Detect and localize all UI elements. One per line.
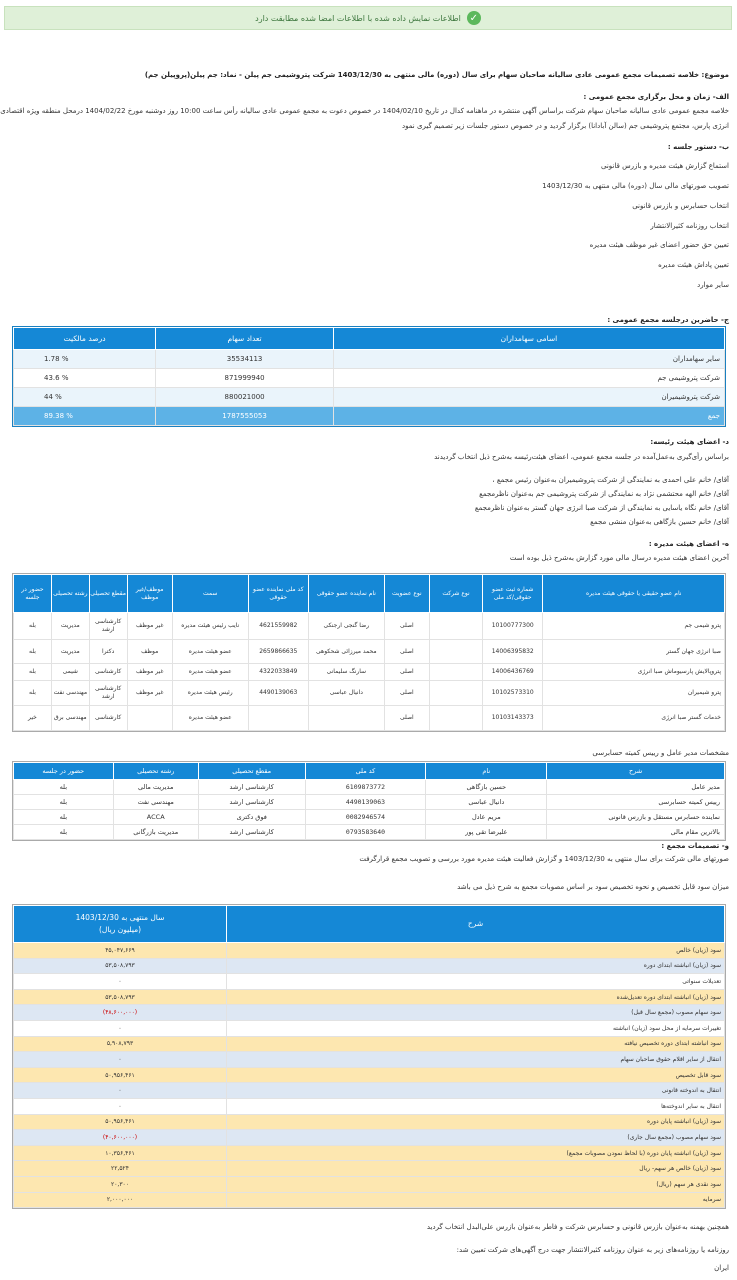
table-row — [14, 350, 725, 369]
education-degree: کارشناسی — [89, 664, 127, 681]
column-header: کد ملی — [305, 763, 426, 780]
presiding-member: آقای/ خانم نگاه یاسایی به نمایندگی از شرکت صبا انرژی جهان گستر به‌عنوان ناظرمجمع — [474, 504, 729, 512]
line-item-label: سود سهام مصوب (مجمع سال قبل) — [227, 1005, 725, 1021]
profit-distribution-table — [12, 904, 726, 1209]
line-item-value: ۰ — [14, 1052, 227, 1068]
table-row — [14, 1114, 725, 1130]
table-row — [14, 810, 725, 825]
representative-name: سارنگ سلیمانی — [309, 664, 385, 681]
report-subject: موضوع: خلاصه تصمیمات مجمع عمومی عادی سالیانه صاحبان سهام برای سال (دوره) مالی منتهی به 1403/12/30 شرکت پتروشیمی جم پیلن - نماد: جم پیلن(پروپیلن جم) — [144, 71, 729, 79]
national-id: 6109873772 — [305, 780, 426, 795]
section-b-title: ب- دستور جلسه : — [667, 143, 729, 151]
agenda-item: تعیین حق حضور اعضای غیر موظف هیئت مدیره — [589, 241, 729, 249]
agenda-item: سایر موارد — [697, 281, 729, 289]
table-row — [14, 989, 725, 1005]
line-item-label: سود سهام مصوب (مجمع سال جاری) — [227, 1130, 725, 1146]
agenda-item: تصویب صورتهای مالی سال (دوره) مالی منتهی به 1403/12/30 — [542, 182, 729, 190]
registration-number: 10102573310 — [482, 681, 543, 706]
column-header: شرح — [227, 906, 725, 943]
registration-number: 10100777300 — [482, 613, 543, 640]
line-item-label: انتقال به اندوخته قانونی — [227, 1083, 725, 1099]
attendance: بله — [14, 681, 52, 706]
company-type — [430, 681, 483, 706]
representative-national-id: 4490139063 — [248, 681, 309, 706]
ownership-percent: % 44 — [14, 388, 156, 407]
table-row — [14, 1067, 725, 1083]
shareholder-name: شرکت پتروشیمیران — [333, 388, 724, 407]
line-item-value: ۵۰,۹۵۶,۴۶۱ — [14, 1114, 227, 1130]
total-shares: 1787555053 — [156, 407, 334, 426]
position: عضو هیئت مدیره — [172, 640, 248, 664]
role: بالاترین مقام مالی — [547, 825, 725, 840]
period-header — [14, 906, 227, 943]
representative-name: رضا گنجی ارجنکی — [309, 613, 385, 640]
line-item-label: سود (زیان) انباشته پایان دوره (با لحاظ نمودن مصوبات مجمع) — [227, 1145, 725, 1161]
column-header: شرح — [547, 763, 725, 780]
attendance: بله — [14, 795, 114, 810]
presiding-member: آقای/ خانم الهه محتشمی نژاد به نمایندگی از شرکت پتروشیمی جم به‌عنوان ناظرمجمع — [479, 490, 729, 498]
line-item-label: سرمایه — [227, 1192, 725, 1208]
check-circle-icon: ✓ — [467, 11, 481, 25]
attendance: بله — [14, 613, 52, 640]
share-count: 871999940 — [156, 369, 334, 388]
attendance: بله — [14, 825, 114, 840]
table-row — [14, 780, 725, 795]
section-f-line2: میزان سود قابل تخصیص و نحوه تخصیص سود بر اساس مصوبات مجمع به شرح ذیل می باشد — [457, 883, 729, 891]
table-row — [14, 1192, 725, 1208]
education-field: شیمی — [51, 664, 89, 681]
registration-number: 10103143373 — [482, 706, 543, 731]
column-header: تعداد سهام — [156, 328, 334, 350]
line-item-label: سود (زیان) انباشته پایان دوره — [227, 1114, 725, 1130]
period-header-line1: سال منتهی به 1403/12/30 — [75, 913, 165, 922]
table-row — [14, 825, 725, 840]
registration-number: 14006436769 — [482, 664, 543, 681]
table-row — [14, 1130, 725, 1146]
column-header: نام نماینده عضو حقوقی — [309, 575, 385, 613]
line-item-label: سود (زیان) انباشته ابتدای دوره تعدیل‌شده — [227, 989, 725, 1005]
line-item-label: انتقال از سایر اقلام حقوق صاحبان سهام — [227, 1052, 725, 1068]
line-item-value: ۰ — [14, 1098, 227, 1114]
table-row — [14, 1083, 725, 1099]
position: نایب رئیس هیئت مدیره — [172, 613, 248, 640]
ownership-percent: % 1.78 — [14, 350, 156, 369]
table-row — [14, 1036, 725, 1052]
membership-type: اصلی — [384, 681, 429, 706]
national-id: 0082946574 — [305, 810, 426, 825]
section-d-title: د- اعضای هیئت رئیسه: — [650, 438, 729, 446]
line-item-label: سود نقدی هر سهم (ریال) — [227, 1176, 725, 1192]
section-e-intro: آخرین اعضای هیئت مدیره درسال مالی مورد گزارش به‌شرح ذیل بوده است — [509, 554, 729, 562]
attendees-table — [12, 326, 726, 427]
attendance: خیر — [14, 706, 52, 731]
table-row — [14, 1098, 725, 1114]
column-header: کد ملی نماینده عضو حقوقی — [248, 575, 309, 613]
role: رییس کمیته حسابرسی — [547, 795, 725, 810]
auditor-selection-text: همچنین بهمنه به‌عنوان بازرس قانونی و حسابرس شرکت و فاطر به‌عنوان بازرس علی‌البدل انتخاب گردید — [426, 1223, 729, 1231]
column-header: حضور در جلسه — [14, 763, 114, 780]
period-header-line2: (میلیون ریال) — [98, 925, 142, 934]
column-header: شماره ثبت عضو حقوقی/کد ملی — [482, 575, 543, 613]
section-a-line2: انرژی پارس، مجتمع پتروشیمی جم (سالن آبادانا) برگزار گردید و در خصوص دستور جلسات زیر تصمیم گیری نمود — [402, 122, 729, 130]
table-row — [14, 943, 725, 959]
member-name: صبا انرژی جهان گستر — [543, 640, 725, 664]
table-row — [14, 1145, 725, 1161]
table-row — [14, 974, 725, 990]
membership-type: اصلی — [384, 664, 429, 681]
column-header: نوع شرکت — [430, 575, 483, 613]
education-degree: کارشناسی ارشد — [198, 825, 305, 840]
attendance: بله — [14, 780, 114, 795]
table-row — [14, 681, 725, 706]
signature-verified-banner — [4, 6, 732, 30]
column-header: مقطع تحصیلی — [89, 575, 127, 613]
education-field: مدیریت مالی — [113, 780, 198, 795]
membership-type: اصلی — [384, 640, 429, 664]
representative-name — [309, 706, 385, 731]
banner-text: اطلاعات نمایش داده شده با اطلاعات امضا شده مطابقت دارد — [255, 13, 461, 23]
agenda-item: انتخاب حسابرس و بازرس قانونی — [632, 202, 729, 210]
line-item-label: سود قابل تخصیص — [227, 1067, 725, 1083]
person-name: حسین بازگاهی — [426, 780, 547, 795]
education-field: مدیریت — [51, 613, 89, 640]
section-e-title: ه- اعضای هیئت مدیره : — [648, 540, 729, 548]
line-item-value: ۰ — [14, 974, 227, 990]
line-item-label: انتقال به سایر اندوخته‌ها — [227, 1098, 725, 1114]
line-item-value: ۵۰,۹۵۶,۴۶۱ — [14, 1067, 227, 1083]
table-row — [14, 640, 725, 664]
line-item-value: (۴۰,۶۰۰,۰۰۰) — [14, 1130, 227, 1146]
line-item-value: (۴۸,۶۰۰,۰۰۰) — [14, 1005, 227, 1021]
position: رئیس هیئت مدیره — [172, 681, 248, 706]
representative-national-id: 4621559982 — [248, 613, 309, 640]
agenda-item: تعیین پاداش هیئت مدیره — [658, 261, 729, 269]
line-item-value: ۲,۰۰۰,۰۰۰ — [14, 1192, 227, 1208]
table-row — [14, 369, 725, 388]
registration-number: 14006395832 — [482, 640, 543, 664]
member-name: پتروپالایش پارسیوماش صبا انرژی — [543, 664, 725, 681]
table-row — [14, 613, 725, 640]
table-row — [14, 1161, 725, 1177]
line-item-value: ۰ — [14, 1083, 227, 1099]
executive-status: غیر موظف — [127, 613, 172, 640]
shareholder-name: شرکت پتروشیمی جم — [333, 369, 724, 388]
membership-type: اصلی — [384, 706, 429, 731]
line-item-label: سود انباشته ابتدای دوره تخصیص نیافته — [227, 1036, 725, 1052]
section-f-title: و- تصمیمات مجمع : — [661, 842, 729, 850]
section-a-title: الف- زمان و محل برگزاری مجمع عمومی : — [583, 93, 729, 101]
representative-national-id: 2659866635 — [248, 640, 309, 664]
education-degree: دکترا — [89, 640, 127, 664]
column-header: اسامی سهامداران — [333, 328, 724, 350]
education-field: ACCA — [113, 810, 198, 825]
section-d-intro: براساس رأی‌گیری به‌عمل‌آمده در جلسه مجمع عمومی، اعضای هیئت‌رئیسه به‌شرح ذیل انتخاب گردیدند — [434, 453, 729, 461]
newspaper-name: ایران — [714, 1264, 729, 1272]
column-header: مقطع تحصیلی — [198, 763, 305, 780]
attendance: بله — [14, 810, 114, 825]
table-row — [14, 1020, 725, 1036]
executive-status: موظف — [127, 640, 172, 664]
line-item-label: تعدیلات سنواتی — [227, 974, 725, 990]
board-members-table — [12, 573, 726, 732]
position: عضو هیئت مدیره — [172, 706, 248, 731]
ownership-percent: % 43.6 — [14, 369, 156, 388]
representative-national-id: 4322033849 — [248, 664, 309, 681]
education-degree: کارشناسی ارشد — [89, 613, 127, 640]
person-name: مریم عادل — [426, 810, 547, 825]
line-item-value: ۵۳,۵۰۸,۷۹۳ — [14, 958, 227, 974]
education-field: مهندسی برق — [51, 706, 89, 731]
column-header: درصد مالکیت — [14, 328, 156, 350]
education-degree: کارشناسی — [89, 706, 127, 731]
company-type — [430, 706, 483, 731]
table-row — [14, 664, 725, 681]
education-field: مدیریت بازرگانی — [113, 825, 198, 840]
line-item-value: ۴۵,۰۴۷,۶۶۹ — [14, 943, 227, 959]
agenda-item: انتخاب روزنامه کثیرالانتشار — [650, 222, 729, 230]
column-header: رشته تحصیلی — [51, 575, 89, 613]
representative-name: دانیال عباسی — [309, 681, 385, 706]
company-type — [430, 613, 483, 640]
education-field: مدیریت — [51, 640, 89, 664]
line-item-value: ۵,۹۰۸,۷۹۳ — [14, 1036, 227, 1052]
member-name: پترو شیمی جم — [543, 613, 725, 640]
person-name: علیرضا تقی پور — [426, 825, 547, 840]
table-row — [14, 1052, 725, 1068]
line-item-value: ۰ — [14, 1020, 227, 1036]
share-count: 880021000 — [156, 388, 334, 407]
education-degree: کارشناسی ارشد — [198, 780, 305, 795]
table-total-row — [14, 407, 725, 426]
share-count: 35534113 — [156, 350, 334, 369]
column-header: نام — [426, 763, 547, 780]
role: نماینده حسابرس مستقل و بازرس قانونی — [547, 810, 725, 825]
line-item-value: ۲۰,۳۰۰ — [14, 1176, 227, 1192]
section-c-title: ج- حاضرین درجلسه مجمع عمومی : — [607, 316, 729, 324]
column-header: موظف/غیر موظف — [127, 575, 172, 613]
column-header: نام عضو حقیقی یا حقوقی هیئت مدیره — [543, 575, 725, 613]
person-name: دانیال عباسی — [426, 795, 547, 810]
presiding-member: آقای/ خانم حسین بازگاهی به‌عنوان منشی مجمع — [590, 518, 729, 526]
newspaper-selection-text: روزنامه یا روزنامه‌های زیر به عنوان روزنامه کثیرالانتشار جهت درج آگهی‌های شرکت تعیین شد: — [456, 1246, 729, 1254]
agenda-item: استماع گزارش هیئت مدیره و بازرس قانونی — [601, 162, 729, 170]
national-id: 4490139063 — [305, 795, 426, 810]
section-f-line1: صورتهای مالی شرکت برای سال منتهی به 1403/12/30 و گزارش فعالیت هیئت مدیره مورد بررسی و تصویب مجمع قرارگرفت — [359, 855, 729, 863]
table-row — [14, 958, 725, 974]
shareholder-name: سایر سهامداران — [333, 350, 724, 369]
column-header: حضور در جلسه — [14, 575, 52, 613]
total-label: جمع — [333, 407, 724, 426]
executive-status: غیر موظف — [127, 664, 172, 681]
table-row — [14, 1005, 725, 1021]
executives-table — [12, 761, 726, 841]
member-name: پترو شیمیران — [543, 681, 725, 706]
presiding-member: آقای/ خانم علی احمدی به نمایندگی از شرکت پتروشیمیران به‌عنوان رئیس مجمع ، — [492, 476, 729, 484]
table-row — [14, 795, 725, 810]
section-a-line1: خلاصه مجمع عمومی عادی سالیانه صاحبان سهام شرکت براساس آگهی منتشره در ماهنامه کدال در تاریخ 1404/02/10 در خصوص دعوت به مجمع عمومی عادی سالیانه رأس ساعت 10:00 روز دوشنبه مورخ 1404/02/22 درمحل منطقه ویژه اقتصادی — [0, 107, 729, 115]
executive-status — [127, 706, 172, 731]
education-field: مهندسی نفت — [113, 795, 198, 810]
line-item-label: تغییرات سرمایه از محل سود (زیان) انباشته — [227, 1020, 725, 1036]
line-item-value: ۲۲,۵۲۴ — [14, 1161, 227, 1177]
table-row — [14, 706, 725, 731]
company-type — [430, 640, 483, 664]
executive-status: غیر موظف — [127, 681, 172, 706]
column-header: نوع عضویت — [384, 575, 429, 613]
total-percent: % 89.38 — [14, 407, 156, 426]
attendance: بله — [14, 640, 52, 664]
table-row — [14, 1176, 725, 1192]
attendance: بله — [14, 664, 52, 681]
membership-type: اصلی — [384, 613, 429, 640]
representative-name: محمد میرزائی شحکوهی — [309, 640, 385, 664]
role: مدیر عامل — [547, 780, 725, 795]
education-degree: کارشناسی ارشد — [198, 795, 305, 810]
company-type — [430, 664, 483, 681]
column-header: سمت — [172, 575, 248, 613]
line-item-label: سود (زیان) انباشته ابتدای دوره — [227, 958, 725, 974]
national-id: 0793583640 — [305, 825, 426, 840]
education-field: مهندسی نفت — [51, 681, 89, 706]
line-item-label: سود (زیان) خالص هر سهم- ریال — [227, 1161, 725, 1177]
table-row — [14, 388, 725, 407]
position: عضو هیئت مدیره — [172, 664, 248, 681]
representative-national-id — [248, 706, 309, 731]
ceo-section-title: مشخصات مدیر عامل و رییس کمیته حسابرسی — [592, 749, 729, 757]
member-name: خدمات گستر صبا انرژی — [543, 706, 725, 731]
column-header: رشته تحصیلی — [113, 763, 198, 780]
education-degree: کارشناسی ارشد — [89, 681, 127, 706]
education-degree: فوق دکتری — [198, 810, 305, 825]
line-item-label: سود (زیان) خالص — [227, 943, 725, 959]
line-item-value: ۵۳,۵۰۸,۷۹۳ — [14, 989, 227, 1005]
line-item-value: ۱۰,۳۵۶,۴۶۱ — [14, 1145, 227, 1161]
